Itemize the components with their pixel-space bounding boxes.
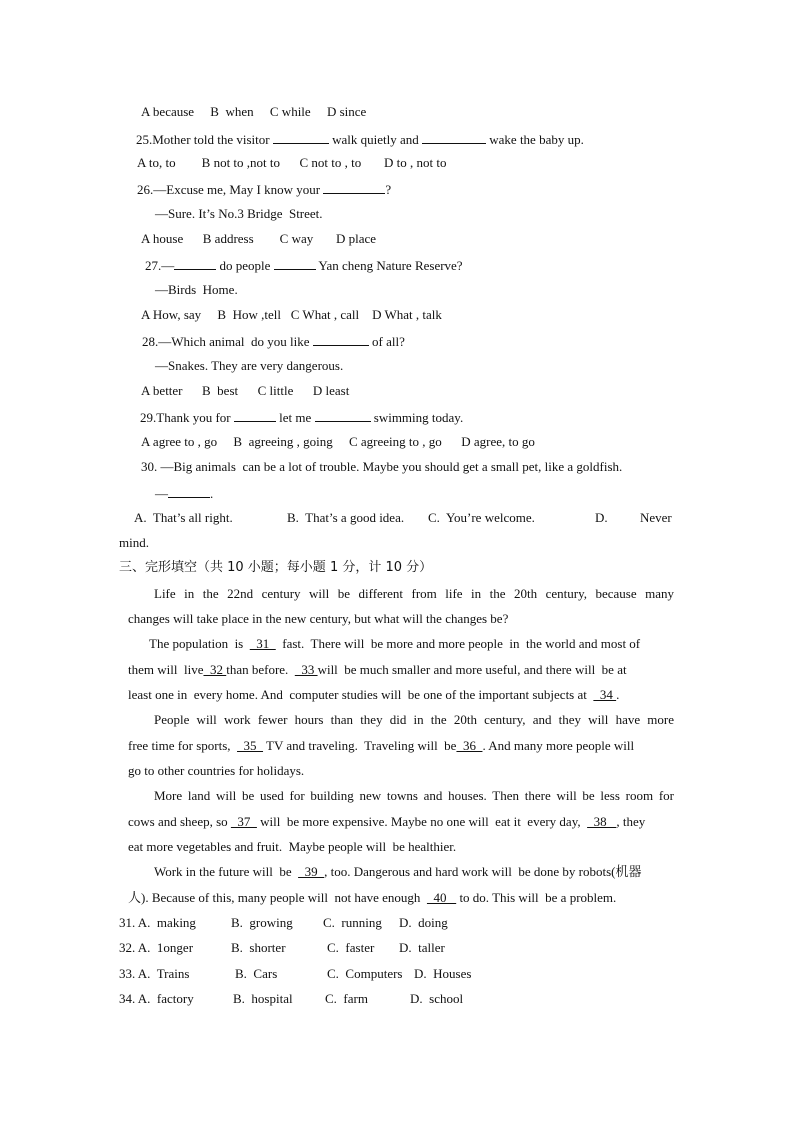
q30-reply: — .: [155, 486, 214, 501]
q25-options: A to, to B not to ,not to C not to , to D to , not to: [137, 155, 447, 170]
q30-option-d-cont: mind.: [119, 535, 149, 550]
answer-row-32: 32. A. 1onger: [119, 940, 194, 955]
q26-stem: 26.—Excuse me, May I know your ?: [137, 182, 392, 197]
passage-line: them will live 32 than before. 33 will be much smaller and more useful, and there will be at: [128, 662, 627, 677]
answer-option: B. growing: [231, 915, 293, 930]
answer-blank: [234, 408, 276, 422]
answer-blank: [168, 484, 210, 498]
answer-option: D. Houses: [414, 966, 472, 981]
answer-blank: [313, 332, 369, 346]
q28-stem: 28.—Which animal do you like of all?: [142, 334, 405, 349]
q29-options: A agree to , go B agreeing , going C agreeing to , go D agree, to go: [141, 434, 535, 449]
q30-option-c: C. You’re welcome.: [428, 510, 535, 525]
blank-36: 36: [456, 738, 483, 753]
q30-stem: 30. —Big animals can be a lot of trouble. Maybe you should get a small pet, like a goldfish.: [141, 459, 623, 474]
passage-line: least one in every home. And computer studies will be one of the important subjects at 34 .: [128, 687, 620, 702]
passage-line: free time for sports, 35 TV and traveling. Traveling will be 36 . And many more people will: [128, 738, 635, 753]
answer-option: C. running: [323, 915, 382, 930]
answer-blank: [274, 256, 316, 270]
answer-blank: [174, 256, 216, 270]
answer-option: B. Cars: [235, 966, 278, 981]
passage-line: go to other countries for holidays.: [128, 763, 305, 778]
answer-row-34: 34. A. factory: [119, 991, 194, 1006]
section-heading: 三、完形填空（共 10 小题；每小题 1 分，计 10 分）: [119, 560, 433, 575]
passage-line: 人). Because of this, many people will not have enough 40 to do. This will be a problem.: [128, 890, 617, 905]
answer-option: D. doing: [399, 915, 448, 930]
passage-line: More land will be used for building new towns and houses. Then there will be less room for: [154, 788, 674, 803]
blank-39: 39: [298, 864, 325, 879]
blank-34: 34: [593, 687, 617, 702]
answer-blank: [323, 180, 385, 194]
answer-row-33: 33. A. Trains: [119, 966, 190, 981]
answer-option: D. school: [410, 991, 464, 1006]
blank-31: 31: [249, 636, 276, 651]
answer-option: C. Computers: [327, 966, 403, 981]
answer-blank: [422, 130, 486, 144]
q28-options: A better B best C little D least: [141, 383, 350, 398]
q24-options: A because B when C while D since: [141, 104, 367, 119]
answer-blank: [315, 408, 371, 422]
q27-stem: 27.— do people Yan cheng Nature Reserve?: [145, 258, 463, 273]
answer-option: C. farm: [325, 991, 368, 1006]
passage-line: The population is 31 fast. There will be more and more people in the world and most of: [149, 636, 641, 651]
answer-option: B. hospital: [233, 991, 293, 1006]
answer-option: C. faster: [327, 940, 375, 955]
answer-option: B. shorter: [231, 940, 286, 955]
answer-blank: [273, 130, 329, 144]
q28-reply: —Snakes. They are very dangerous.: [155, 358, 344, 373]
passage-line: changes will take place in the new century, but what will the changes be?: [128, 611, 509, 626]
q30-option-b: B. That’s a good idea.: [287, 510, 405, 525]
answer-option: D. taller: [399, 940, 445, 955]
blank-38: 38: [587, 814, 617, 829]
blank-37: 37: [230, 814, 257, 829]
q26-options: A house B address C way D place: [141, 231, 377, 246]
blank-40: 40: [426, 890, 457, 905]
blank-33: 33: [294, 662, 318, 677]
q25-stem: 25.Mother told the visitor walk quietly and wake the baby up.: [136, 132, 584, 147]
blank-32: 32: [203, 662, 227, 677]
passage-line: People will work fewer hours than they did in the 20th century, and they will have more: [154, 712, 674, 727]
passage-line: eat more vegetables and fruit. Maybe people will be healthier.: [128, 839, 457, 854]
q30-option-a: A. That’s all right.: [134, 510, 233, 525]
q29-stem: 29.Thank you for let me swimming today.: [140, 410, 464, 425]
passage-line: cows and sheep, so 37 will be more expensive. Maybe no one will eat it every day, 38 , they: [128, 814, 646, 829]
q27-options: A How, say B How ,tell C What , call D What , talk: [141, 307, 442, 322]
passage-line: Life in the 22nd century will be different from life in the 20th century, because many: [154, 586, 674, 601]
passage-line: Work in the future will be 39 , too. Dangerous and hard work will be done by robots(机器: [154, 864, 642, 879]
q30-option-d-letter: D.: [595, 510, 608, 525]
q30-option-d-word: Never: [640, 510, 672, 525]
answer-row-31: 31. A. making: [119, 915, 196, 930]
blank-35: 35: [237, 738, 264, 753]
q27-reply: —Birds Home.: [155, 282, 238, 297]
q26-reply: —Sure. It’s No.3 Bridge Street.: [155, 206, 323, 221]
